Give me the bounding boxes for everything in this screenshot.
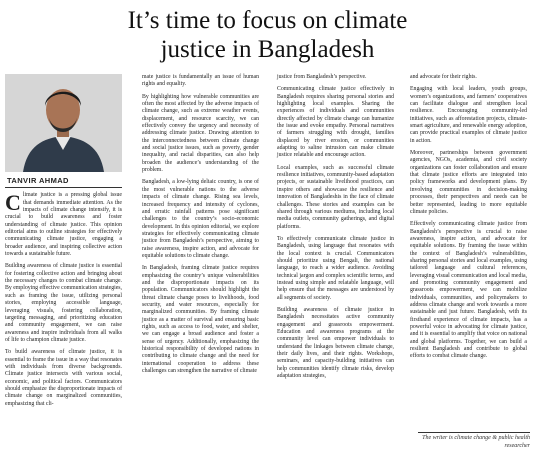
author-name: TANVIR AHMAD — [5, 175, 122, 188]
column-4 — [410, 74, 527, 366]
col1-paragraph-1-text: limate justice is a pressing global issue that demands immediate attention. As the impacts of climate change intensify, it is crucial to build awareness and foster understanding of climate justice. This opinion editorial aims to outline strategies for effectively communicating climate justice, engaging a broader audience, and inspiring collective action towards a sustainable future. — [5, 192, 122, 258]
column-2 — [142, 74, 259, 380]
column-1 — [5, 74, 122, 413]
author-photo — [5, 74, 122, 172]
col1-paragraph-1 — [5, 192, 122, 258]
headline-line-1: It’s time to focus on climate — [127, 7, 408, 34]
headline-line-2: justice in Bangladesh — [160, 36, 375, 63]
col4-paragraph-2: Engaging with local leaders, youth groups, women’s organizations, and farmers’ cooperatives can facilitate dialogue and strengthen local resilience. Encouraging community-led initiatives, such as afforestation projects, climate-smart agriculture, and renewable energy adoption, can provide practical examples of climate justice in action. — [410, 86, 527, 144]
col3-paragraph-3: Local examples, such as successful climate resilience initiatives, community-based adaptation projects, or sustainable livelihood practices, can inspire others and showcase the resilience and innovation of Bangladeshis in the face of climate challenges. These stories and examples can be shared through various mediums, including local media outlets, community gatherings, and digital platforms. — [277, 164, 394, 230]
col2-paragraph-3: Bangladesh, a low-lying deltaic country, is one of the most vulnerable nations to the adverse impacts of climate change. Rising sea levels, increased frequency and intensity of cyclones, and erratic rainfall patterns pose significant challenges to the country’s socio-economic development. In this opinion editorial, we explore strategies for effectively communicating climate justice from Bangladesh’s perspective, aiming to raise awareness, inspire action, and advocate for equitable solutions to climate change. — [142, 179, 259, 259]
column-3 — [277, 74, 394, 385]
headline — [0, 6, 535, 64]
col2-paragraph-1: mate justice is fundamentally an issue of human rights and equality. — [142, 74, 259, 88]
col1-paragraph-3: To build awareness of climate justice, it is essential to frame the issue in a way that resonates with individuals from diverse backgrounds. Climate justice intersects with various social, economic, and political factors. Communicators should emphasize the disproportionate impacts of climate change on marginalized communities, emphasizing that cli- — [5, 349, 122, 407]
col3-paragraph-2: Communicating climate justice effectively in Bangladesh requires sharing personal stories and highlighting local examples. Sharing the experiences of individuals and communities directly affected by climate change can humanize the issue and evoke empathy. Personal narratives of farmers struggling with drought, families displaced by river erosion, or communities adapting to saline intrusion can make climate justice relatable and encourage action. — [277, 86, 394, 159]
col3-paragraph-5: Building awareness of climate justice in Bangladesh necessitates active community engagement and grassroots empowerment. Education and awareness programs at the community level can empower individuals to understand the linkages between climate change, their daily lives, and their rights. Workshops, seminars, and capacity-building initiatives can help communities identify climate risks, develop adaptation strategies, — [277, 306, 394, 380]
author-byline: The writer is climate change & public health researcher — [418, 432, 530, 450]
col4-paragraph-4: Effectively communicating climate justice from Bangladesh’s perspective is crucial to raise awareness, inspire action, and advocate for equitable solutions. By framing the issue within the context of Bangladesh’s vulnerabilities, sharing personal stories and local examples, using tailored language and cultural references, leveraging visual communication and local media, and promoting community engagement and grassroots empowerment, we can mobilize individuals, communities, and policymakers to address climate change and work towards a more sustainable and just future. Bangladesh, with its firsthand experience of climate impacts, has a powerful voice in advocating for climate justice, and it is essential to amplify that voice on national and global platforms. Together, we can build a resilient Bangladesh and contribute to global efforts to combat climate change. — [410, 221, 527, 360]
drop-cap: C — [5, 190, 21, 216]
col3-paragraph-1: justice from Bangladesh’s perspective. — [277, 74, 367, 80]
col2-paragraph-2: By highlighting how vulnerable communities are often the most affected by the adverse impacts of climate change, such as extreme weather events, displacement, and resource scarcity, we can effectively convey the urgency and necessity of addressing climate justice. Drawing attention to the interconnectedness between climate change and social justice issues, such as poverty, gender inequality, and racial disparities, can also help broaden the audience’s understanding of the problem. — [142, 93, 259, 174]
col4-paragraph-3: Moreover, partnerships between government agencies, NGOs, academia, and civil society organizations can foster collaboration and ensure that climate justice efforts are integrated into policy frameworks and development plans. By involving communities in decision-making processes, their perspectives and needs can be better represented, leading to more equitable climate policies. — [410, 150, 527, 215]
col1-paragraph-2: Building awareness of climate justice is essential for fostering collective action and bringing about the necessary changes to combat climate change. By employing effective communication strategies, such as framing the issue, utilizing personal stories, employing accessible language, leveraging visuals, fostering collaboration, targeting messaging, and prioritizing education and community engagement, we can raise awareness and inspire individuals from all walks of life to champion climate justice. — [5, 263, 122, 343]
col3-paragraph-4: To effectively communicate climate justice in Bangladesh, using language that resonates with the local context is crucial. Communicators should prioritize using Bengali, the national language, to reach a wider audience. Avoiding technical jargon and complex scientific terms, and instead using simple and relatable language, will help ensure that the messages are understood by all segments of society. — [277, 235, 394, 301]
col2-paragraph-4: In Bangladesh, framing climate justice requires emphasizing the country’s unique vulnerabilities and the disproportionate impacts on its population. Communicators should highlight the threat climate change poses to livelihoods, food security, and water resources, especially for marginalized communities. By framing climate justice as a matter of survival and ensuring basic rights, such as access to food, water, and shelter, we can engage a broad audience and foster a sense of urgency. Additionally, emphasizing the historical responsibility of developed nations in contributing to climate change and the need for international cooperation to address these challenges can strengthen the narrative of climate — [142, 265, 259, 375]
author-portrait-icon — [5, 74, 122, 172]
col4-paragraph-1: and advocate for their rights. — [410, 74, 477, 80]
